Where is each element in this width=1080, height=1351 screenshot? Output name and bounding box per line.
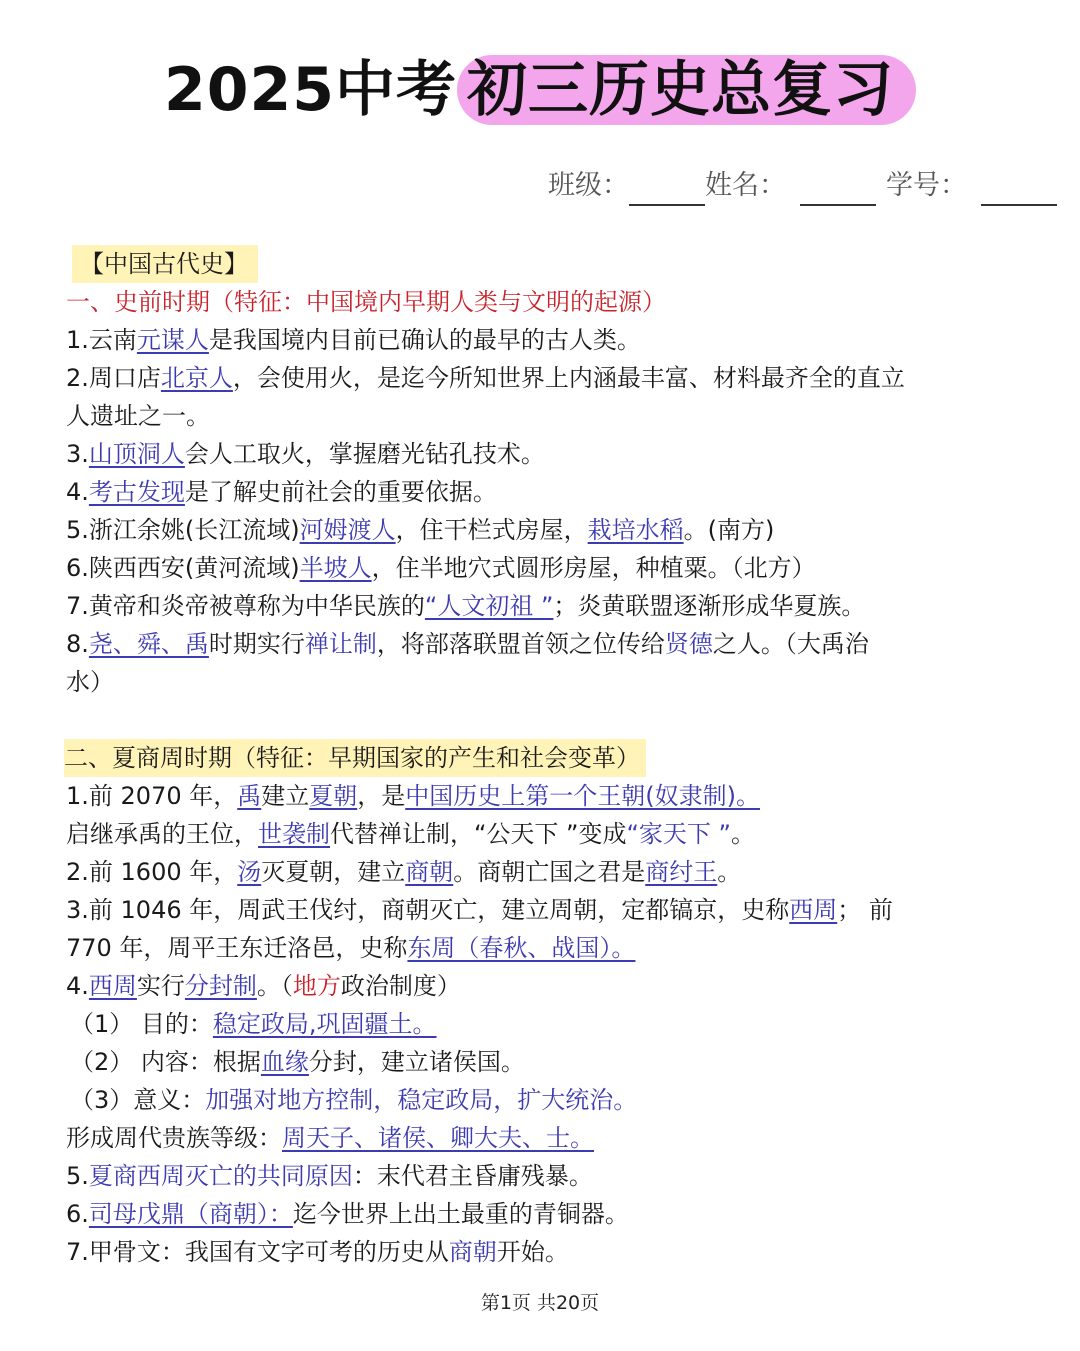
list-item: 7.甲骨文：我国有文字可考的历史从商朝开始。 bbox=[66, 1238, 569, 1266]
title-prefix: 2025中考 bbox=[164, 55, 457, 125]
page-title bbox=[0, 48, 1080, 132]
title-highlight: 初三历史总复习 bbox=[457, 55, 916, 125]
list-item: （1） 目的：稳定政局,巩固疆土。 bbox=[70, 1010, 437, 1038]
page-footer: 第1页 共20页 bbox=[480, 1292, 600, 1314]
list-item: 8.尧、舜、禹时期实行禅让制，将部落联盟首领之位传给贤德之人。（大禹治 水） bbox=[66, 630, 869, 696]
list-item: 3.前 1046 年，周武王伐纣，商朝灭亡，建立周朝，定都镐京，史称西周； 前 770 年，周平王东迁洛邑，史称东周（春秋、战国）。 bbox=[66, 896, 893, 962]
name-label: 姓名： bbox=[705, 170, 786, 201]
document-body bbox=[66, 245, 1026, 1271]
id-blank[interactable] bbox=[981, 174, 1057, 206]
list-item: （3）意义：加强对地方控制，稳定政局，扩大统治。 bbox=[70, 1086, 638, 1114]
list-item: 1.云南元谋人是我国境内目前已确认的最早的古人类。 bbox=[66, 326, 641, 354]
id-label: 学号： bbox=[886, 170, 967, 201]
list-item: 5.夏商西周灭亡的共同原因：末代君主昏庸残暴。 bbox=[66, 1162, 593, 1190]
list-item: 5.浙江余姚(长江流域)河姆渡人，住干栏式房屋，栽培水稻。(南方) bbox=[66, 516, 775, 544]
list-item: 7.黄帝和炎帝被尊称为中华民族的“人文初祖 ”；炎黄联盟逐渐形成华夏族。 bbox=[66, 592, 866, 620]
student-info-fields bbox=[548, 166, 1057, 206]
section-1-heading: 一、史前时期（特征：中国境内早期人类与文明的起源） bbox=[66, 288, 666, 316]
list-item: 1.前 2070 年，禹建立夏朝，是中国历史上第一个王朝(奴隶制)。 bbox=[66, 782, 760, 810]
list-item: （2） 内容：根据血缘分封，建立诸侯国。 bbox=[70, 1048, 525, 1076]
category-label: 【中国古代史】 bbox=[72, 245, 258, 283]
list-item: 4.西周实行分封制。（地方政治制度） bbox=[66, 972, 461, 1000]
section-2-heading: 二、夏商周时期（特征：早期国家的产生和社会变革） bbox=[64, 739, 646, 777]
list-item: 6.司母戊鼎（商朝）：迄今世界上出土最重的青铜器。 bbox=[66, 1200, 629, 1228]
list-item: 6.陕西西安(黄河流域)半坡人，住半地穴式圆形房屋，种植粟。（北方） bbox=[66, 554, 816, 582]
class-blank[interactable] bbox=[629, 174, 705, 206]
list-item: 3.山顶洞人会人工取火，掌握磨光钻孔技术。 bbox=[66, 440, 545, 468]
list-item: 形成周代贵族等级：周天子、诸侯、卿大夫、士。 bbox=[66, 1124, 594, 1152]
class-label: 班级： bbox=[548, 170, 629, 201]
list-item: 2.周口店北京人，会使用火，是迄今所知世界上内涵最丰富、材料最齐全的直立 人遗址之一。 bbox=[66, 364, 905, 430]
list-item: 启继承禹的王位，世袭制代替禅让制，“公天下 ”变成“家天下 ”。 bbox=[66, 820, 755, 848]
list-item: 2.前 1600 年，汤灭夏朝，建立商朝。商朝亡国之君是商纣王。 bbox=[66, 858, 742, 886]
list-item: 4.考古发现是了解史前社会的重要依据。 bbox=[66, 478, 497, 506]
name-blank[interactable] bbox=[800, 174, 876, 206]
